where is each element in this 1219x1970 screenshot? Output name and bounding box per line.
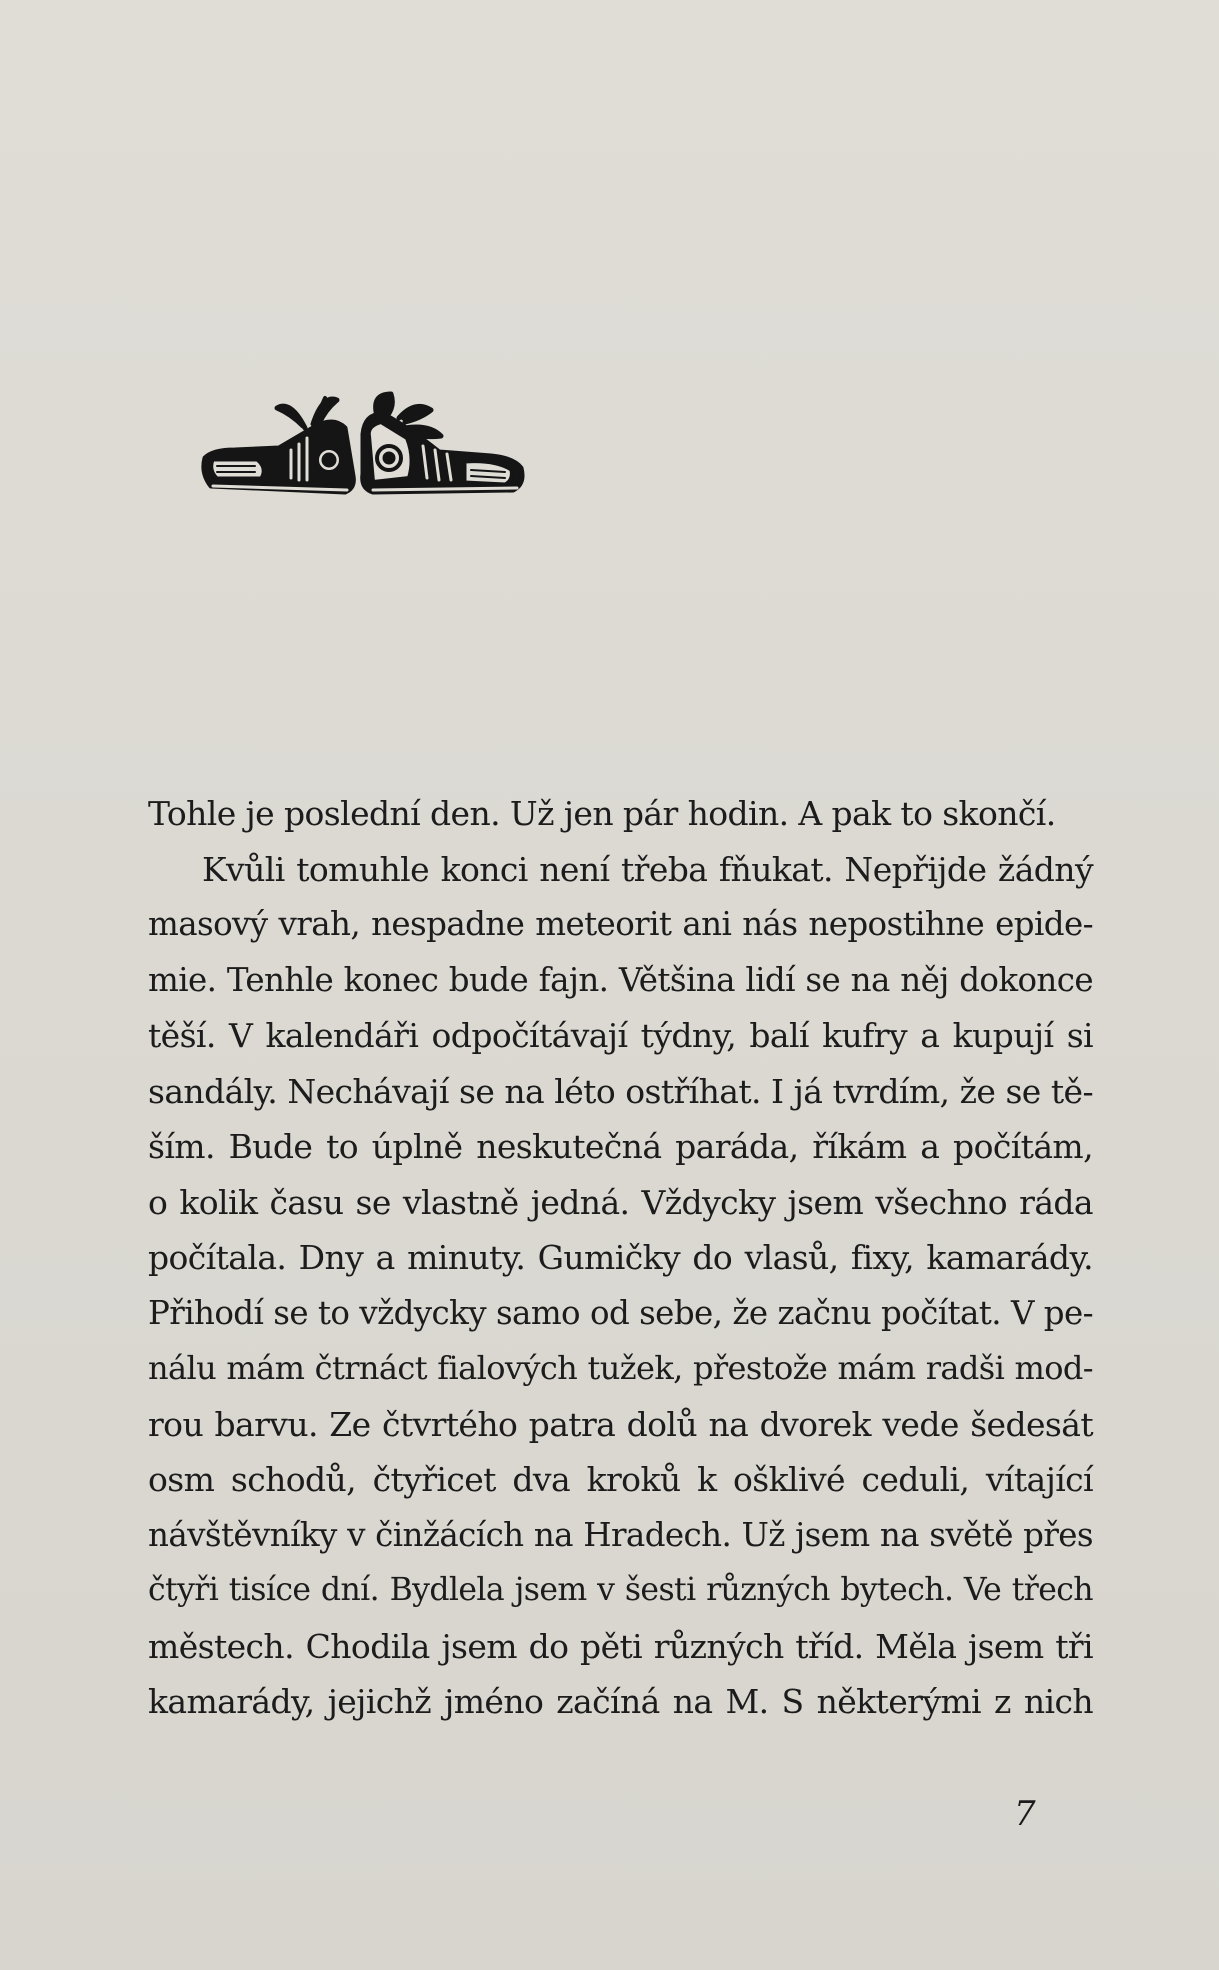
text-line: kamarády, jejichž jméno začíná na M. S některými z nich (148, 1682, 1093, 1721)
text-line: nálu mám čtrnáct fialových tužek, přestože mám radši mod- (148, 1349, 1093, 1387)
text-line: těší. V kalendáři odpočítávají týdny, balí kufry a kupují si (148, 1016, 1093, 1055)
text-line: rou barvu. Ze čtvrtého patra dolů na dvorek vede šedesát (148, 1404, 1093, 1444)
page-number: 7 (1014, 1794, 1036, 1834)
text-line: sandály. Nechávají se na léto ostříhat. I já tvrdím, že se tě- (148, 1071, 1093, 1111)
text-line: Kvůli tomuhle konci není třeba fňukat. Nepřijde žádný (202, 849, 1093, 889)
text-line: osm schodů, čtyřicet dva kroků k ošklivé ceduli, vítající (148, 1460, 1093, 1499)
text-line: Tohle je poslední den. Už jen pár hodin. A pak to skončí. (148, 794, 1056, 833)
text-line: čtyři tisíce dní. Bydlela jsem v šesti různých bytech. Ve třech (148, 1572, 1093, 1608)
text-line: o kolik času se vlastně jedná. Vždycky jsem všechno ráda (148, 1182, 1093, 1222)
text-line: mie. Tenhle konec bude fajn. Většina lidí se na něj dokonce (148, 960, 1093, 999)
body-text (148, 786, 1093, 1730)
text-line: ším. Bude to úplně neskutečná paráda, říkám a počítám, (148, 1127, 1093, 1166)
text-line: Přihodí se to vždycky samo od sebe, že začnu počítat. V pe- (148, 1293, 1093, 1332)
text-line: masový vrah, nespadne meteorit ani nás nepostihne epide- (148, 905, 1093, 943)
text-line: počítala. Dny a minuty. Gumičky do vlasů, fixy, kamarády. (148, 1238, 1093, 1277)
text-line: návštěvníky v činžácích na Hradech. Už jsem na světě přes (148, 1515, 1093, 1554)
sneakers-pair-icon (195, 388, 535, 508)
text-line: městech. Chodila jsem do pěti různých tříd. Měla jsem tři (148, 1626, 1093, 1666)
